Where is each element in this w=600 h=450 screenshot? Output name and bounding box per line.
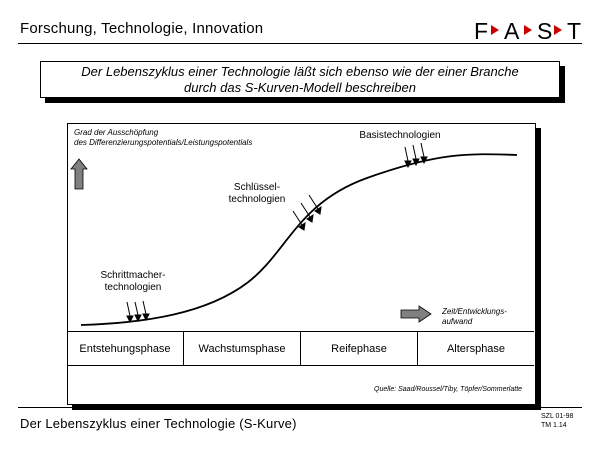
- x-axis-label-continued: aufwand: [442, 317, 473, 326]
- fast-logo: [474, 18, 584, 42]
- phase-reife: Reifephase: [301, 332, 418, 365]
- x-axis-arrow-icon: [401, 306, 431, 322]
- logo-triangle-icon: [524, 25, 532, 35]
- label-schrittmacher-technologien: [88, 270, 178, 294]
- logo-triangle-icon: [491, 25, 499, 35]
- label-basistechnologien: Basistechnologien: [359, 130, 441, 141]
- schrittmacher-pointer-arrows: [127, 301, 149, 322]
- logo-letter-a: A: [504, 18, 520, 42]
- y-axis-label-continued: des Differenzierungspotentials/Leistungspotentials: [74, 138, 253, 147]
- label-line: technologien: [228, 194, 286, 205]
- logo-triangle-icon: [554, 25, 562, 35]
- label-line: Schrittmacher-: [100, 270, 166, 281]
- slide-code: SZL 01-98: [541, 413, 574, 420]
- s-curve: [81, 154, 517, 325]
- label-line: technologien: [104, 282, 162, 293]
- footer-title: Der Lebenszyklus einer Technologie (S-Kurve): [20, 416, 297, 431]
- phase-alter: Altersphase: [446, 342, 506, 355]
- phase-bar: [67, 331, 534, 366]
- y-axis-arrow-icon: [71, 159, 87, 189]
- page-title: Forschung, Technologie, Innovation: [20, 20, 264, 37]
- label-line: Schlüssel-: [233, 182, 281, 193]
- logo-letter-s: S: [537, 18, 553, 42]
- slide-number: TM 1.14: [541, 422, 567, 429]
- phase-wachstum: Wachstumsphase: [184, 332, 301, 365]
- footer-divider: [18, 407, 582, 408]
- logo-letter-f: F: [474, 18, 489, 42]
- label-schluessel-technologien: [212, 182, 302, 206]
- basis-pointer-arrows: [405, 143, 427, 167]
- header-divider: [18, 43, 582, 44]
- s-curve-diagram: [67, 123, 534, 333]
- phase-entstehung: Entstehungsphase: [67, 332, 184, 365]
- y-axis-label: Grad der Ausschöpfung: [74, 128, 159, 137]
- statement-line-2: durch das S-Kurven-Modell beschreiben: [184, 79, 416, 95]
- source-note: Quelle: Saad/Roussel/Tiby, Töpfer/Sommerlatte: [374, 386, 523, 393]
- statement-box: [40, 61, 560, 98]
- x-axis-label: Zeit/Entwicklungs-: [442, 307, 507, 316]
- statement-line-1: Der Lebenszyklus einer Technologie läßt sich ebenso wie der einer Branche: [81, 63, 519, 79]
- logo-letter-t: T: [567, 18, 582, 42]
